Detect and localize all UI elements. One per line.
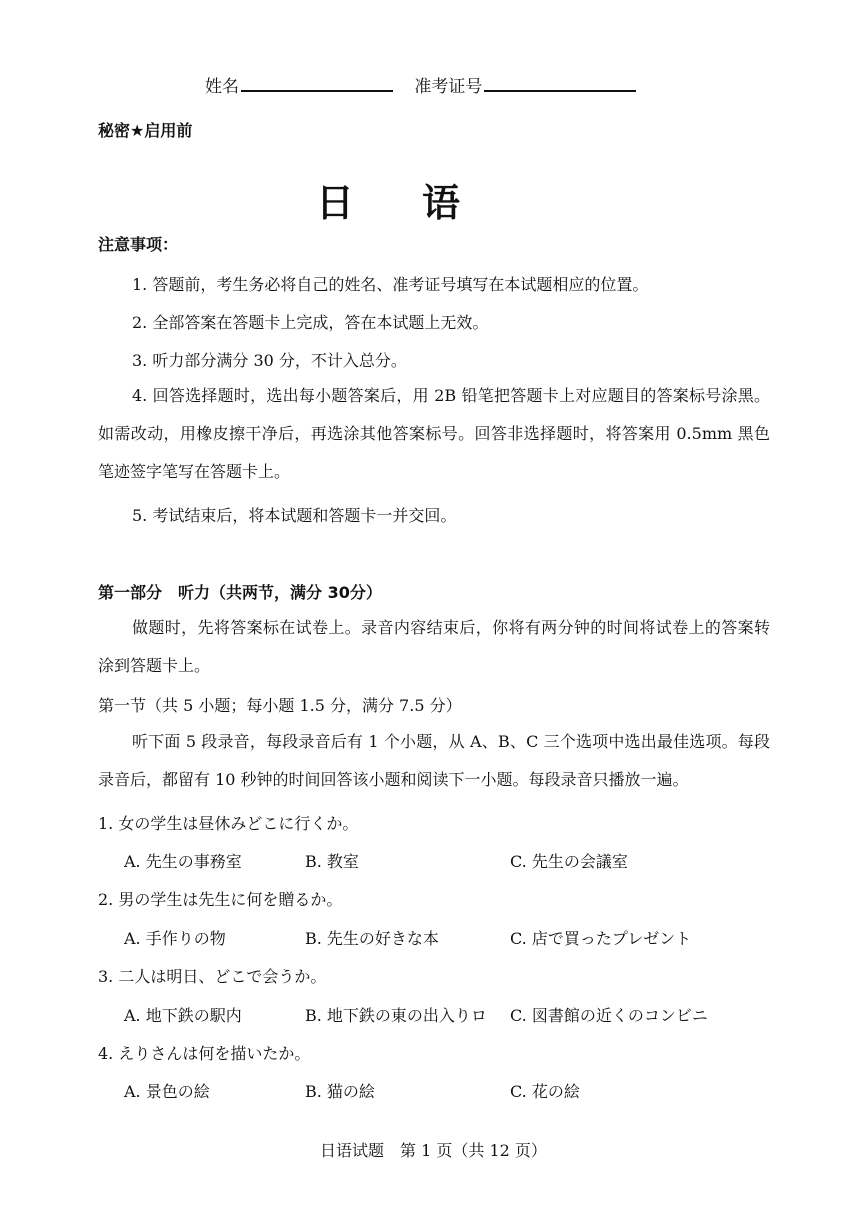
notice-heading: 注意事项： xyxy=(98,235,179,254)
page-title: 日语 xyxy=(316,181,529,225)
question-4-option-c: C. 花の絵 xyxy=(510,1082,580,1101)
notice-item-1: 1. 答题前，考生务必将自己的姓名、准考证号填写在本试题相应的位置。 xyxy=(132,275,649,294)
notice-item-5: 5. 考试结束后，将本试题和答题卡一并交回。 xyxy=(132,506,457,525)
question-2-option-c: C. 店で買ったプレゼント xyxy=(510,929,692,948)
name-blank xyxy=(241,76,393,92)
page-footer: 日语试题 第 1 页（共 12 页） xyxy=(320,1141,547,1160)
question-1-option-c: C. 先生の会議室 xyxy=(510,852,628,871)
header-fields xyxy=(205,72,636,97)
section1-instruction: 听下面 5 段录音，每段录音后有 1 个小题，从 A、B、C 三个选项中选出最佳选项。每段录音后，都留有 10 秒钟的时间回答该小题和阅读下一小题。每段录音只播放一遍。 xyxy=(98,732,770,789)
exam-id-label: 准考证号 xyxy=(414,77,483,97)
question-2-option-b: B. 先生の好きな本 xyxy=(305,929,439,948)
question-2-stem: 2. 男の学生は先生に何を贈るか。 xyxy=(98,890,343,909)
question-1-option-b: B. 教室 xyxy=(305,852,359,871)
notice-item-3: 3. 听力部分满分 30 分，不计入总分。 xyxy=(132,351,407,370)
question-3-option-a: A. 地下鉄の駅内 xyxy=(124,1006,242,1025)
part1-intro: 做题时，先将答案标在试卷上。录音内容结束后，你将有两分钟的时间将试卷上的答案转涂到答题卡上。 xyxy=(98,618,770,675)
question-4-option-a: A. 景色の絵 xyxy=(124,1082,210,1101)
question-1-stem: 1. 女の学生は昼休みどこに行くか。 xyxy=(98,814,359,833)
question-3-option-c: C. 図書館の近くのコンビニ xyxy=(510,1006,708,1025)
question-3-stem: 3. 二人は明日、どこで会うか。 xyxy=(98,967,327,986)
exam-id-blank xyxy=(484,76,636,92)
question-4-option-b: B. 猫の絵 xyxy=(305,1082,375,1101)
question-2-option-a: A. 手作りの物 xyxy=(124,929,226,948)
secret-label: 秘密★启用前 xyxy=(98,121,193,140)
name-label: 姓名 xyxy=(205,77,239,97)
question-1-option-a: A. 先生の事務室 xyxy=(124,852,242,871)
notice-item-4: 4. 回答选择题时，选出每小题答案后，用 2B 铅笔把答题卡上对应题目的答案标号涂黑。如需改动，用橡皮擦干净后，再选涂其他答案标号。回答非选择题时，将答案用 0.5mm 黑色笔迹签字笔写在答题卡上。 xyxy=(98,386,770,481)
part1-heading: 第一部分 听力（共两节，满分 30分） xyxy=(98,583,382,602)
question-4-stem: 4. えりさんは何を描いたか。 xyxy=(98,1044,311,1063)
section1-heading: 第一节（共 5 小题；每小题 1.5 分，满分 7.5 分） xyxy=(98,696,462,715)
question-3-option-b: B. 地下鉄の東の出入りロ xyxy=(305,1006,487,1025)
notice-item-2: 2. 全部答案在答题卡上完成，答在本试题上无效。 xyxy=(132,313,489,332)
